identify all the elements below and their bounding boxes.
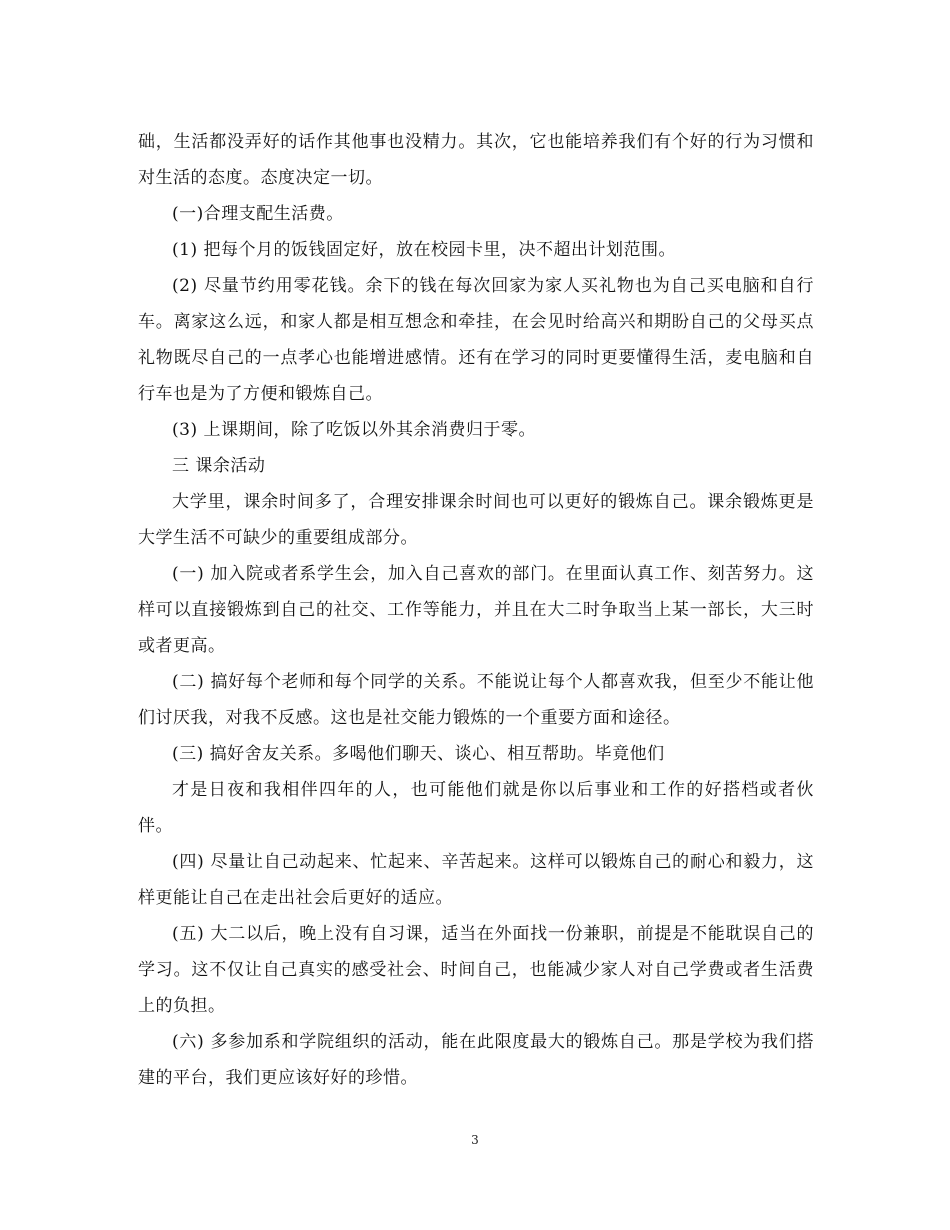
- paragraph-point-2: (二) 搞好每个老师和每个同学的关系。不能说让每个人都喜欢我，但至少不能让他们讨厌我，对我不反感。这也是社交能力锻炼的一个重要方面和途径。: [138, 672, 814, 728]
- paragraph-heading-living-expenses: (一)合理支配生活费。: [172, 204, 344, 224]
- paragraph-point-3-continued: 才是日夜和我相伴四年的人，也可能他们就是你以后事业和工作的好搭档或者伙伴。: [138, 780, 814, 836]
- page-number: 3: [471, 1133, 479, 1147]
- paragraph-point-6: (六) 多参加系和学院组织的活动，能在此限度最大的锻炼自己。那是学校为我们搭建的平台，我们更应该好好的珍惜。: [138, 1032, 814, 1088]
- section-heading-extracurricular: 三 课余活动: [172, 456, 266, 476]
- paragraph-item-3: (3) 上课期间，除了吃饭以外其余消费归于零。: [172, 420, 536, 440]
- paragraph-point-5: (五) 大二以后，晚上没有自习课，适当在外面找一份兼职，前提是不能耽误自己的学习。这不仅让自己真实的感受社会、时间自己，也能减少家人对自己学费或者生活费上的负担。: [138, 924, 814, 1016]
- paragraph-point-1: (一) 加入院或者系学生会，加入自己喜欢的部门。在里面认真工作、刻苦努力。这样可以直接锻炼到自己的社交、工作等能力，并且在大二时争取当上某一部长，大三时或者更高。: [138, 564, 814, 656]
- paragraph-item-1: (1) 把每个月的饭钱固定好，放在校园卡里，决不超出计划范围。: [172, 240, 676, 260]
- paragraph-continuation: 础，生活都没弄好的话作其他事也没精力。其次，它也能培养我们有个好的行为习惯和对生活的态度。态度决定一切。: [138, 132, 814, 188]
- paragraph-item-2: (2) 尽量节约用零花钱。余下的钱在每次回家为家人买礼物也为自己买电脑和自行车。离家这么远，和家人都是相互想念和牵挂，在会见时给高兴和期盼自己的父母买点礼物既尽自己的一点孝心也能增进感情。还有在学习的同时更要懂得生活，麦电脑和自行车也是为了方便和锻炼自己。: [138, 276, 814, 404]
- document-body: [138, 124, 814, 1096]
- paragraph-intro-extracurricular: 大学里，课余时间多了，合理安排课余时间也可以更好的锻炼自己。课余锻炼更是大学生活不可缺少的重要组成部分。: [138, 492, 814, 548]
- paragraph-point-3: (三) 搞好舍友关系。多喝他们聊天、谈心、相互帮助。毕竟他们: [172, 744, 665, 764]
- paragraph-point-4: (四) 尽量让自己动起来、忙起来、辛苦起来。这样可以锻炼自己的耐心和毅力，这样更能让自己在走出社会后更好的适应。: [138, 852, 814, 908]
